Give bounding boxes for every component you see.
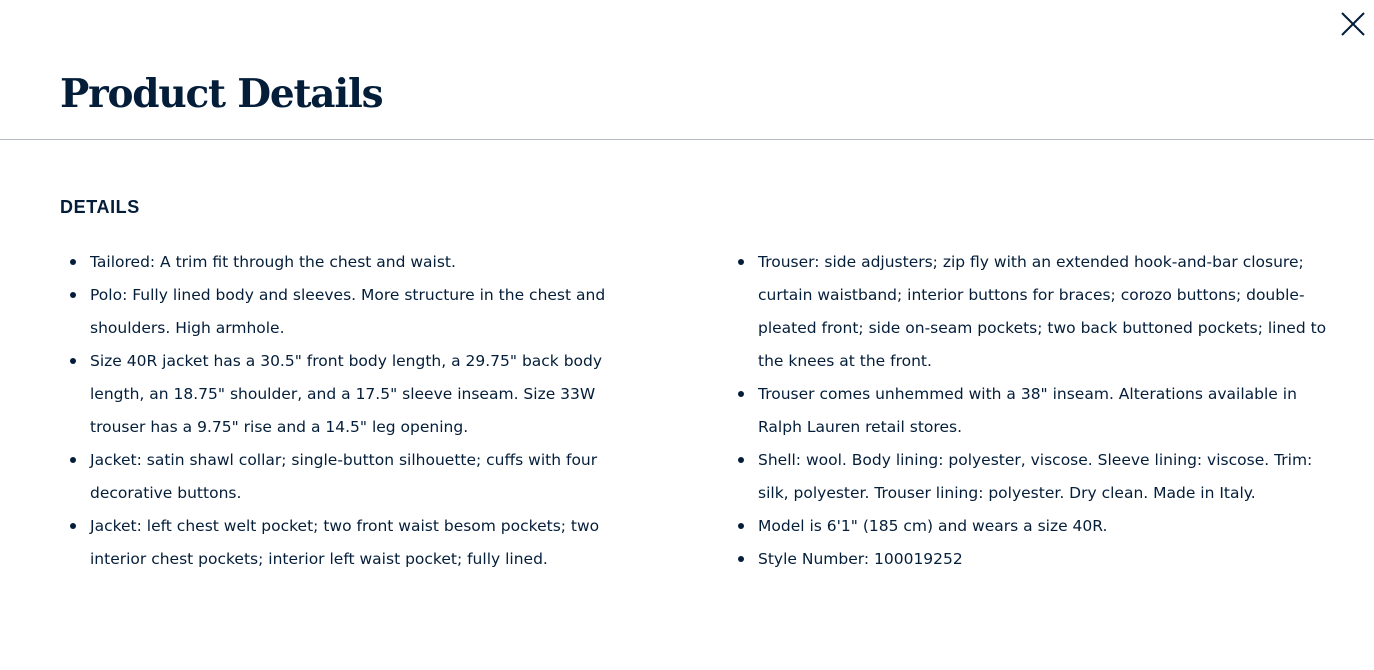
list-item: Jacket: left chest welt pocket; two front waist besom pockets; two interior chest pockets; interior left waist pocket; fully lined. [60, 510, 650, 576]
list-item: Shell: wool. Body lining: polyester, viscose. Sleeve lining: viscose. Trim: silk, polyester. Trouser lining: polyester. Dry clean. Made in Italy. [728, 444, 1328, 510]
list-item: Trouser comes unhemmed with a 38" inseam. Alterations available in Ralph Lauren retail stores. [728, 378, 1328, 444]
close-button[interactable] [1338, 9, 1368, 39]
list-item: Tailored: A trim fit through the chest and waist. [60, 246, 650, 279]
section-heading-details: DETAILS [60, 197, 140, 217]
close-icon [1338, 9, 1368, 39]
page-title: Product Details [60, 71, 383, 117]
list-item: Polo: Fully lined body and sleeves. More structure in the chest and shoulders. High armhole. [60, 279, 650, 345]
list-item: Jacket: satin shawl collar; single-button silhouette; cuffs with four decorative buttons. [60, 444, 650, 510]
details-list-right [728, 246, 1328, 576]
list-item: Style Number: 100019252 [728, 543, 1328, 576]
list-item: Size 40R jacket has a 30.5" front body length, a 29.75" back body length, an 18.75" shoulder, and a 17.5" sleeve inseam. Size 33W trouser has a 9.75" rise and a 14.5" leg opening. [60, 345, 650, 444]
list-item: Trouser: side adjusters; zip fly with an extended hook-and-bar closure; curtain waistband; interior buttons for braces; corozo buttons; double-pleated front; side on-seam pockets; two back buttoned pockets; lined to the knees at the front. [728, 246, 1328, 378]
header-divider [0, 139, 1374, 140]
details-list-left [60, 246, 650, 576]
list-item: Model is 6'1" (185 cm) and wears a size 40R. [728, 510, 1328, 543]
